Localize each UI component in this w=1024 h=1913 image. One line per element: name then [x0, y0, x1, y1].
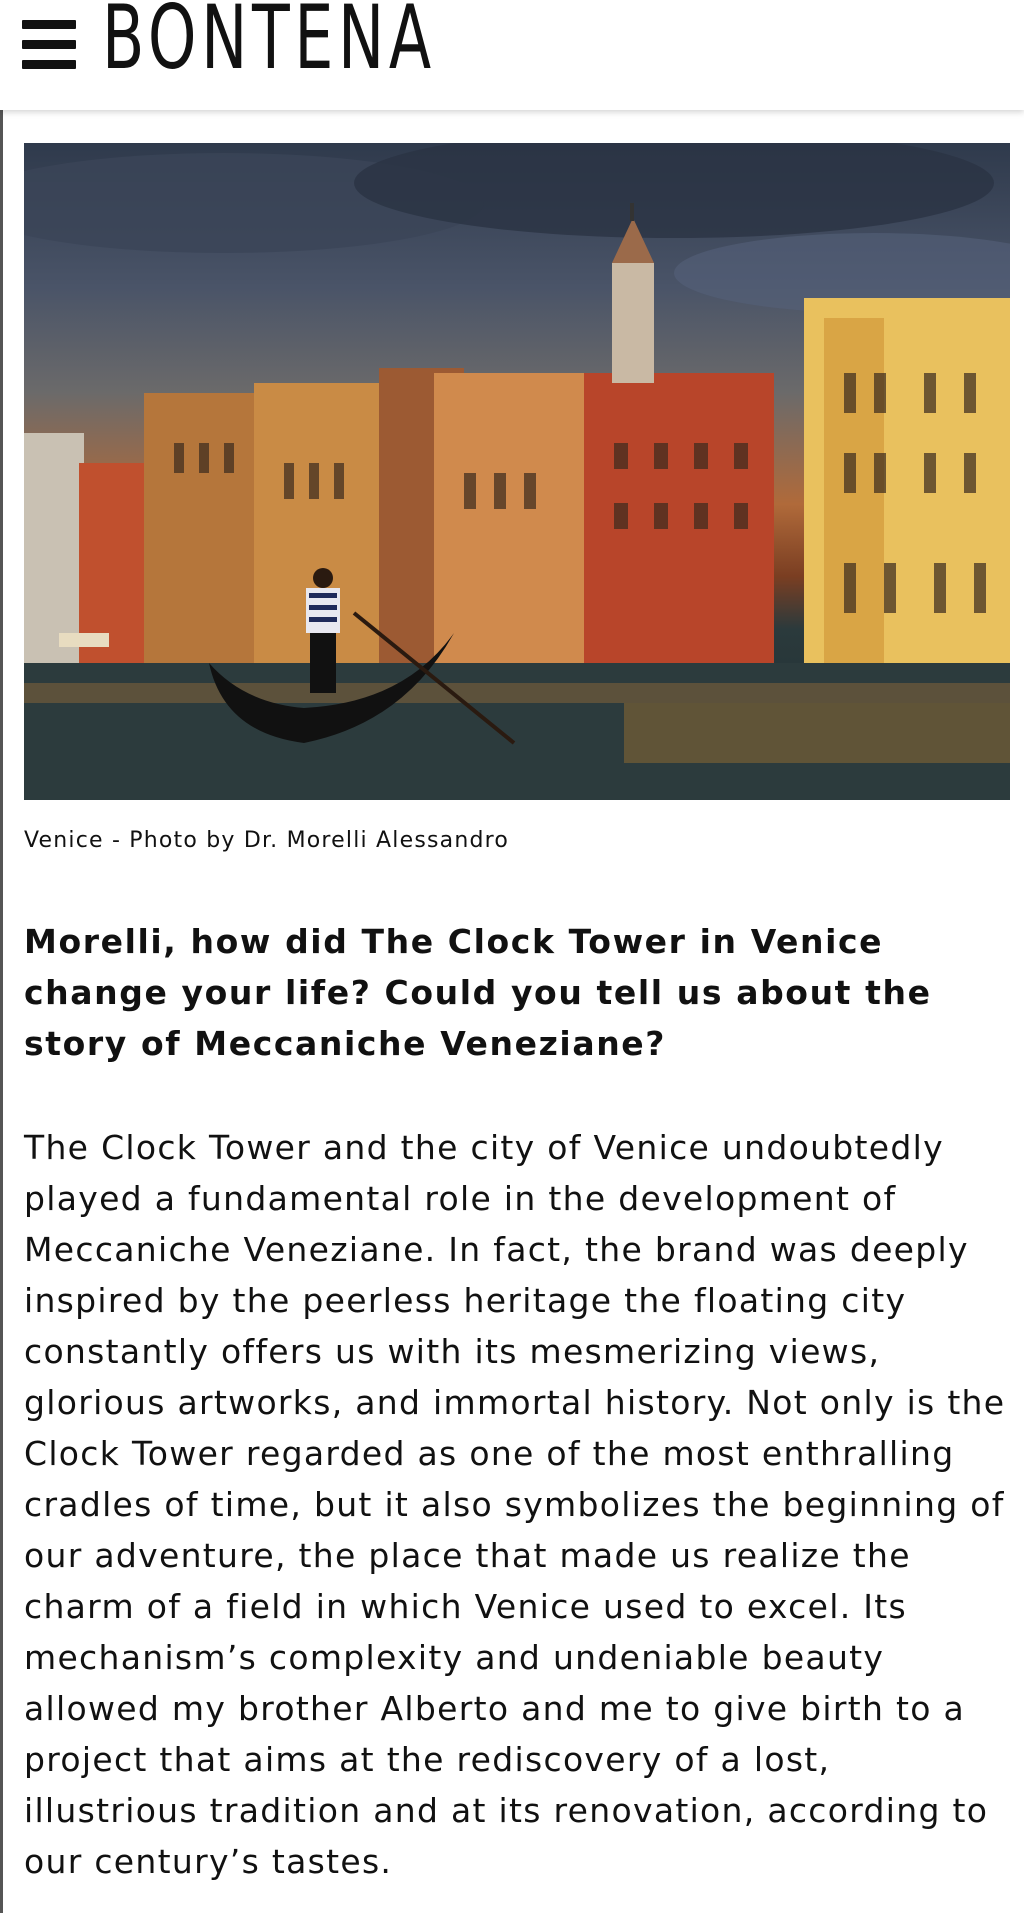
site-logo[interactable]: BONTENA — [102, 0, 436, 89]
site-header — [0, 0, 1024, 110]
interview-answer: The Clock Tower and the city of Venice undoubtedly played a fundamental role in the development of Meccaniche Veneziane. In fact, the brand was deeply inspired by the peerless heritage the floating city constantly offers us with its mesmerizing views, glorious artworks, and immortal history. Not only is the Clock Tower regarded as one of the most enthralling cradles of time, but it also symbolizes the beginning of our adventure, the place that made us realize the charm of a field in which Venice used to excel. Its mechanism’s complexity and undeniable beauty allowed my brother Alberto and me to give birth to a project that aims at the rediscovery of a lost, illustrious tradition and at its renovation, according to our century’s tastes. — [24, 1128, 1006, 1881]
image-caption: Venice - Photo by Dr. Morelli Alessandro — [24, 828, 510, 853]
left-divider — [0, 110, 3, 1913]
venice-photo — [24, 143, 1010, 800]
hamburger-menu-icon[interactable] — [22, 18, 80, 72]
menu-bar-middle — [22, 40, 76, 49]
venice-canal-illustration — [24, 143, 1010, 800]
menu-bar-bottom — [22, 60, 76, 69]
interview-question: Morelli, how did The Clock Tower in Venice change your life? Could you tell us about the story of Meccaniche Veneziane? — [24, 922, 932, 1063]
menu-bar-top — [22, 20, 76, 29]
